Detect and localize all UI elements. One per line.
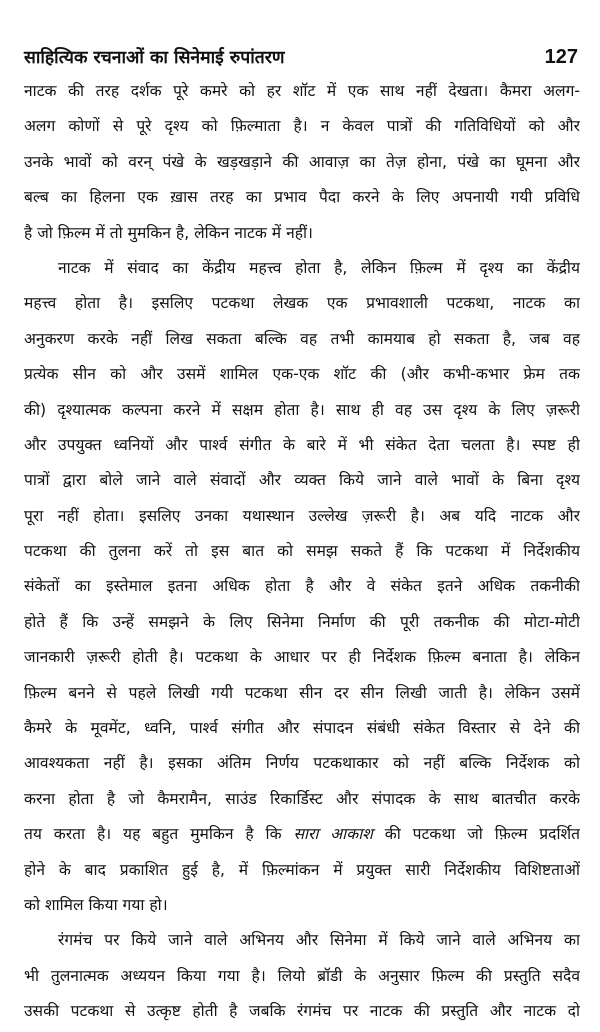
paragraph-3 (24, 923, 580, 1029)
text-line: बल्ब का हिलना एक ख़ास तरह का प्रभाव पैदा करने के लिए अपनायी गयी प्रविधि (24, 188, 580, 207)
text-line: और उपयुक्त ध्वनियों और पार्श्व संगीत के बारे में भी संकेत देता चलता है। स्पष्ट ही (24, 435, 580, 454)
text-line: करना होता है जो कैमरामैन, साउंड रिकार्डिस्ट और संपादक के साथ बातचीत करके (24, 789, 580, 808)
text-line: प्रत्येक सीन को और उसमें शामिल एक-एक शॉट की (और कभी-कभार फ्रेम तक (24, 365, 580, 384)
paragraph-1 (24, 74, 580, 251)
text-line: होते हैं कि उन्हें समझने के लिए सिनेमा निर्माण की पूरी तकनीक की मोटा-मोटी (24, 612, 580, 631)
text-line: पात्रों द्वारा बोले जाने वाले संवादों और व्यक्त किये जाने वाले भावों के बिना दृश्य (24, 471, 580, 490)
text-line: नाटक में संवाद का केंद्रीय महत्त्व होता है, लेकिन फ़िल्म में दृश्य का केंद्रीय (58, 258, 580, 277)
text-line: है जो फ़िल्म में तो मुमकिन है, लेकिन नाटक में नहीं। (24, 223, 313, 242)
film-title-italic: सारा आकाश (293, 825, 373, 844)
text-line-with-italic-title (24, 817, 580, 852)
text-line: संकेतों का इस्तेमाल इतना अधिक होता है और वे संकेत इतने अधिक तकनीकी (24, 577, 580, 596)
text-segment: तय करता है। यह बहुत मुमकिन है कि (24, 825, 294, 844)
text-line: उसकी पटकथा से उत्कृष्ट होती है जबकि रंगमंच पर नाटक की प्रस्तुति और नाटक दो (24, 1002, 580, 1021)
text-line: कैमरे के मूवमेंट, ध्वनि, पार्श्व संगीत और संपादन संबंधी संकेत विस्तार से देने की (24, 719, 580, 738)
running-title: साहित्यिक रचनाओं का सिनेमाई रुपांतरण (24, 48, 285, 68)
text-line: उनके भावों को वरन् पंखे के खड़खड़ाने की आवाज़ का तेज़ होना, पंखे का घूमना और (24, 152, 580, 171)
text-line: भी तुलनात्मक अध्ययन किया गया है। लियो ब्रॉडी के अनुसार फ़िल्म की प्रस्तुति सदैव (24, 966, 580, 985)
page-number: 127 (544, 45, 578, 68)
text-line: महत्त्व होता है। इसलिए पटकथा लेखक एक प्रभावशाली पटकथा, नाटक का (24, 294, 580, 313)
text-line: की) दृश्यात्मक कल्पना करने में सक्षम होता है। साथ ही वह उस दृश्य के लिए ज़रूरी (24, 400, 580, 419)
body-text (24, 74, 580, 1030)
text-line: अलग कोणों से पूरे दृश्य को फ़िल्माता है। न केवल पात्रों की गतिविधियों को और (24, 117, 580, 136)
text-line: फ़िल्म बनने से पहले लिखी गयी पटकथा सीन दर सीन लिखी जाती है। लेकिन उसमें (24, 683, 580, 702)
text-line: आवश्यकता नहीं है। इसका अंतिम निर्णय पटकथाकार को नहीं बल्कि निर्देशक को (24, 754, 580, 773)
paragraph-2 (24, 251, 580, 923)
running-header (24, 44, 578, 70)
text-line: जानकारी ज़रूरी होती है। पटकथा के आधार पर ही निर्देशक फ़िल्म बनाता है। लेकिन (24, 648, 580, 667)
text-line: होने के बाद प्रकाशित हुई है, में फ़िल्मांकन में प्रयुक्त सारी निर्देशकीय विशिष्टताओं (24, 860, 580, 879)
text-line: पटकथा की तुलना करें तो इस बात को समझ सकते हैं कि पटकथा में निर्देशकीय (24, 542, 580, 561)
text-line: अनुकरण करके नहीं लिख सकता बल्कि वह तभी कामयाब हो सकता है, जब वह (24, 329, 580, 348)
text-line: पूरा नहीं होता। इसलिए उनका यथास्थान उल्लेख ज़रूरी है। अब यदि नाटक और (24, 506, 580, 525)
text-line: को शामिल किया गया हो। (24, 895, 168, 914)
text-line: नाटक की तरह दर्शक पूरे कमरे को हर शॉट में एक साथ नहीं देखता। कैमरा अलग- (24, 82, 580, 100)
text-segment: की पटकथा जो फ़िल्म प्रदर्शित (372, 825, 580, 844)
text-line: रंगमंच पर किये जाने वाले अभिनय और सिनेमा में किये जाने वाले अभिनय का (58, 931, 580, 950)
